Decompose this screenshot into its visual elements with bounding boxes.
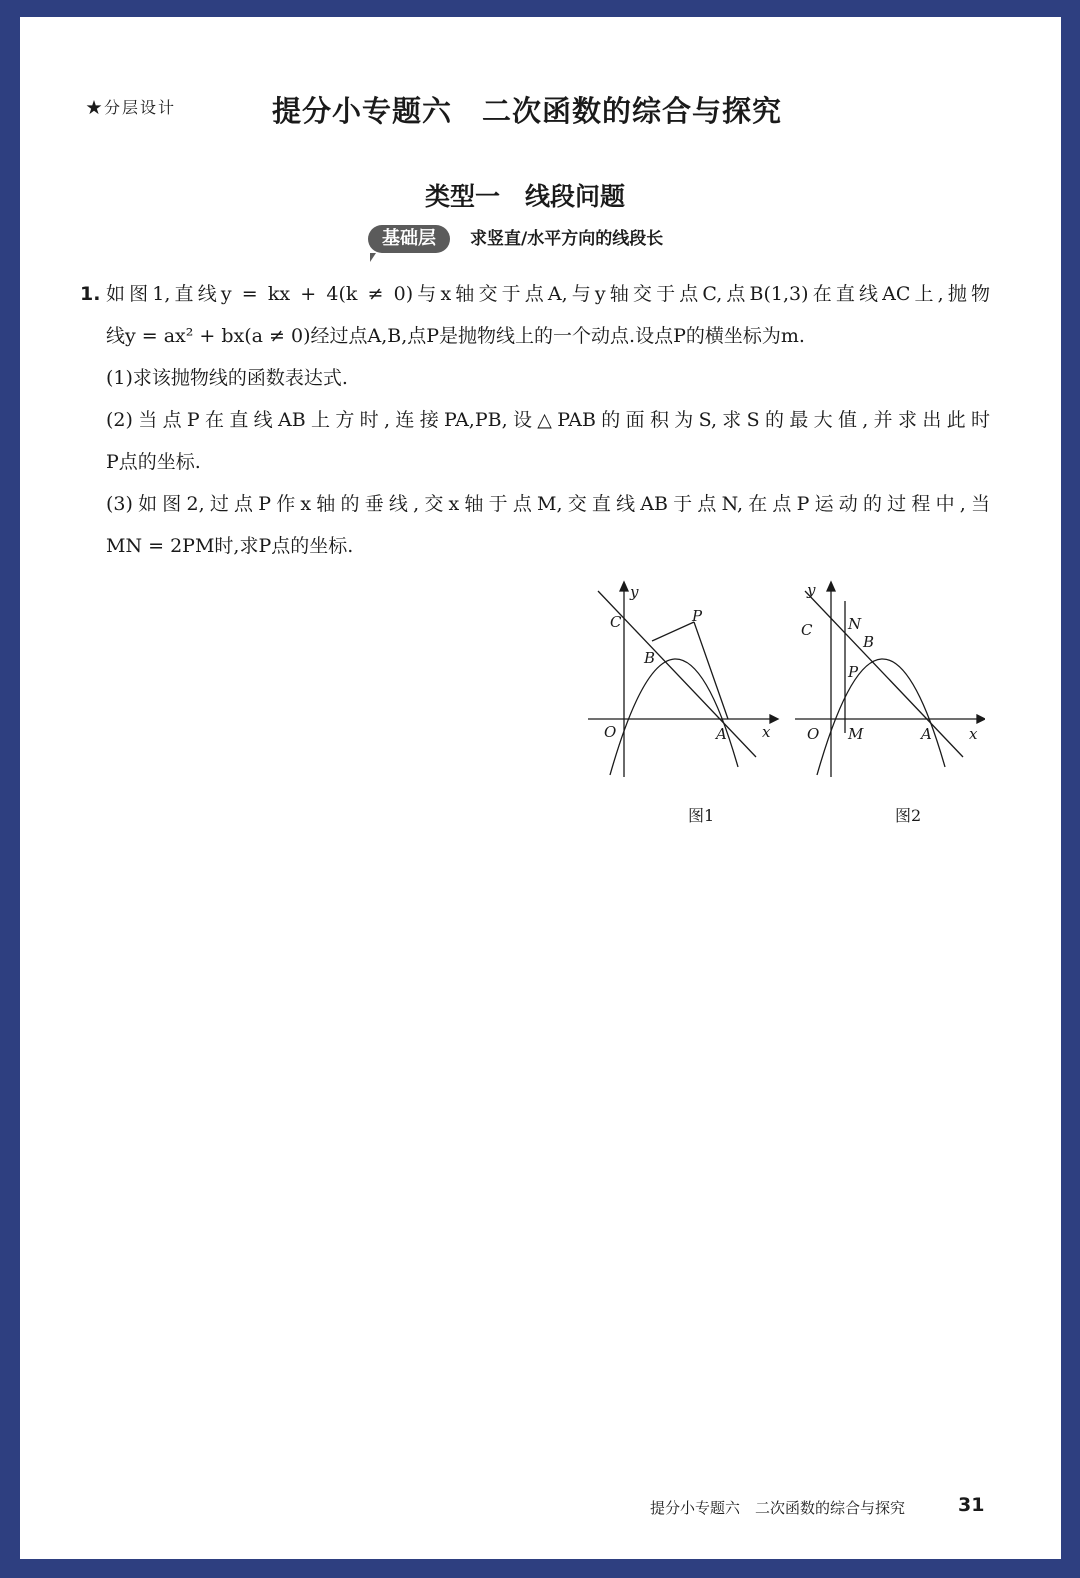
label-o: O xyxy=(807,725,820,743)
figure-2-diagram xyxy=(785,577,985,787)
page-title: 提分小专题六 二次函数的综合与探究 xyxy=(272,94,783,128)
segment-pa xyxy=(694,622,728,719)
page xyxy=(20,17,1061,1559)
problem-part-1: (1)求该抛物线的函数表达式. xyxy=(106,367,348,389)
label-p: P xyxy=(692,607,703,625)
layered-design-tag: ★分层设计 xyxy=(86,98,177,117)
line-ac xyxy=(805,591,963,757)
figure-1-caption: 图1 xyxy=(688,806,715,825)
problem-line: P点的坐标. xyxy=(106,451,201,473)
level-badge: 基础层 xyxy=(368,225,450,253)
y-axis-arrow xyxy=(827,582,835,591)
y-axis-arrow xyxy=(620,582,628,591)
label-y: y xyxy=(807,581,816,599)
figure-2-caption: 图2 xyxy=(895,806,922,825)
problem-part-2: (2)当点P在直线AB上方时,连接PA,PB,设△PAB的面积为S,求S的最大值,并求出此时 xyxy=(106,409,990,431)
label-p: P xyxy=(848,663,859,681)
label-c: C xyxy=(801,621,813,639)
label-b: B xyxy=(863,633,875,651)
x-axis-arrow xyxy=(770,715,778,723)
line-ac xyxy=(598,591,756,757)
label-x: x xyxy=(969,725,978,743)
label-a: A xyxy=(921,725,932,743)
page-number: 31 xyxy=(958,1494,985,1516)
x-axis-arrow xyxy=(977,715,985,723)
label-b: B xyxy=(644,649,656,667)
label-o: O xyxy=(604,723,617,741)
figure-1-diagram xyxy=(580,577,780,787)
section-title: 类型一 线段问题 xyxy=(425,182,626,211)
label-n: N xyxy=(848,615,862,633)
label-x: x xyxy=(762,723,771,741)
problem-line: 线y = ax² + bx(a ≠ 0)经过点A,B,点P是抛物线上的一个动点.设点P的横坐标为m. xyxy=(106,325,805,347)
problem-line: 如图1,直线y = kx + 4(k ≠ 0)与x轴交于点A,与y轴交于点C,点B(1,3)在直线AC上,抛物 xyxy=(106,283,990,305)
label-a: A xyxy=(716,725,727,743)
segment-pb xyxy=(652,622,694,641)
figures xyxy=(580,577,1000,825)
label-m: M xyxy=(848,725,864,743)
label-c: C xyxy=(610,613,622,631)
level-description: 求竖直/水平方向的线段长 xyxy=(470,229,664,249)
problem-number: 1. xyxy=(80,283,101,305)
problem-part-3: (3)如图2,过点P作x轴的垂线,交x轴于点M,交直线AB于点N,在点P运动的过程中,当 xyxy=(106,493,990,515)
label-y: y xyxy=(630,583,639,601)
footer-title: 提分小专题六 二次函数的综合与探究 xyxy=(650,1499,906,1517)
problem-line: MN = 2PM时,求P点的坐标. xyxy=(106,535,354,557)
problem-1 xyxy=(80,273,990,567)
